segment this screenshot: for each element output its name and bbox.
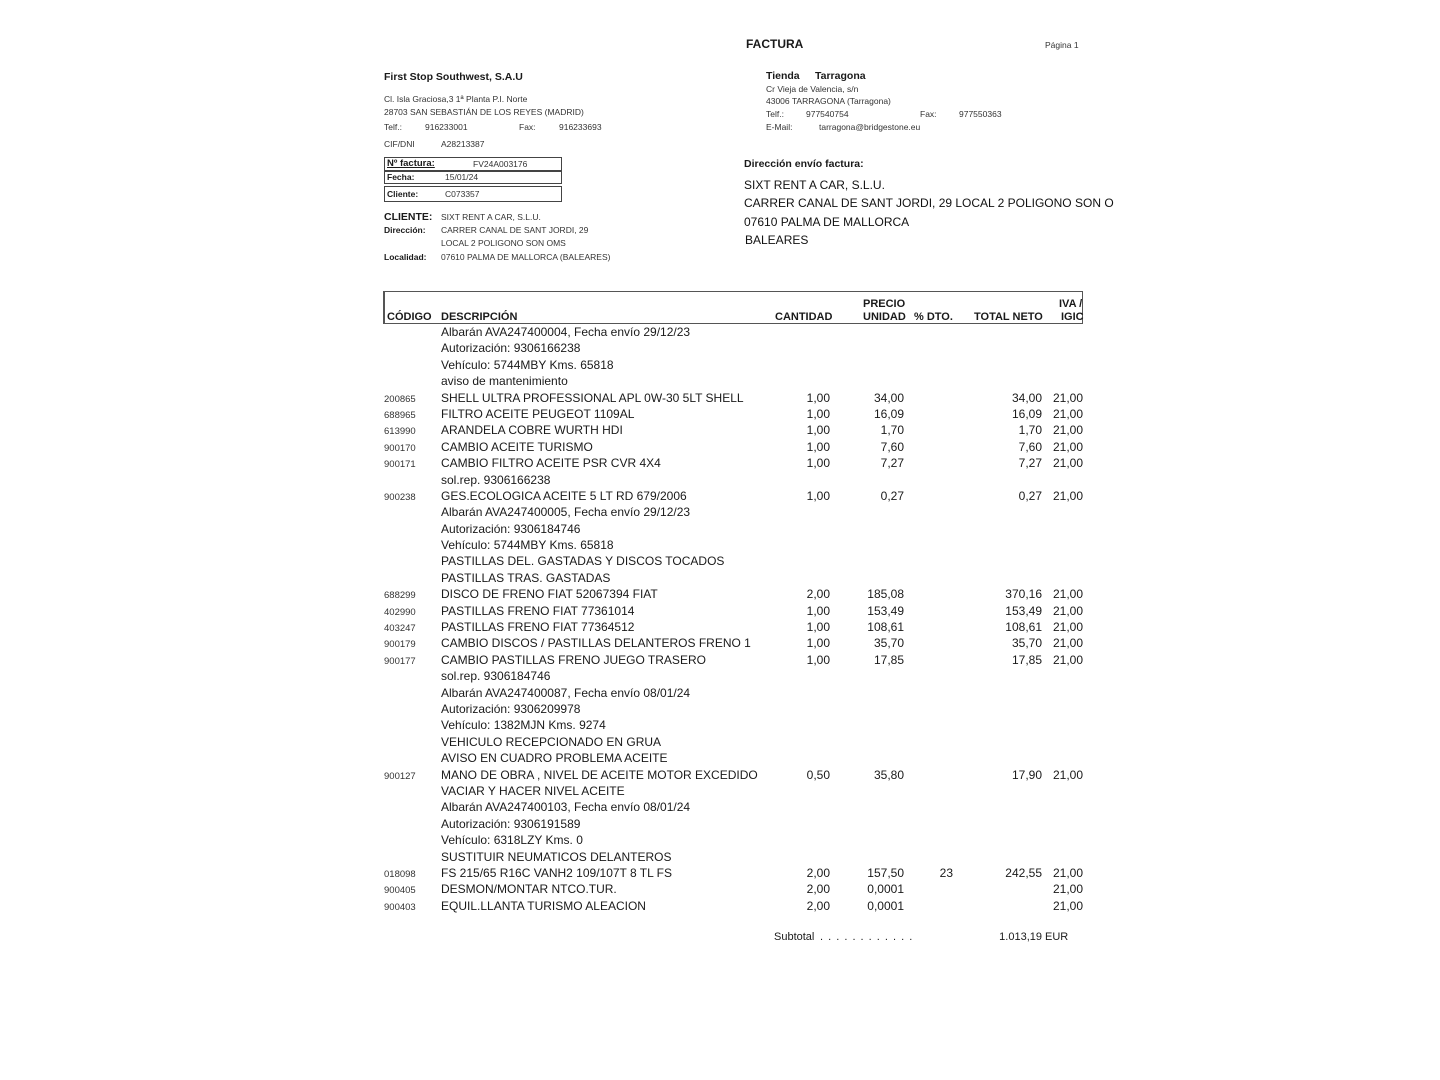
line-vat: 21,00 (1052, 488, 1083, 503)
table-row (0, 784, 1440, 800)
table-row (0, 358, 1440, 374)
line-description: Autorización: 9306191589 (441, 816, 581, 831)
line-description: PASTILLAS TRAS. GASTADAS (441, 570, 611, 585)
line-unit-price: 7,60 (880, 439, 904, 454)
table-row (0, 899, 1440, 915)
line-description: EQUIL.LLANTA TURISMO ALEACION (441, 898, 646, 913)
line-quantity: 1,00 (806, 636, 830, 651)
subtotal-currency: EUR (1045, 931, 1069, 943)
line-quantity: 1,00 (806, 390, 830, 405)
store-fax-label: Fax: (920, 109, 937, 119)
table-row (0, 341, 1440, 357)
table-row (0, 768, 1440, 784)
line-description: VACIAR Y HACER NIVEL ACEITE (441, 783, 625, 798)
shipping-line-2: CARRER CANAL DE SANT JORDI, 29 LOCAL 2 POLIGONO SON O (744, 196, 1114, 210)
line-vat: 21,00 (1052, 652, 1083, 667)
table-row (0, 489, 1440, 505)
line-vat: 21,00 (1052, 767, 1083, 782)
line-net-total: 0,27 (1018, 488, 1042, 503)
line-unit-price: 0,27 (880, 488, 904, 503)
line-vat: 21,00 (1052, 865, 1083, 880)
line-quantity: 0,50 (806, 767, 830, 782)
line-net-total: 16,09 (1011, 406, 1042, 421)
issuer-fax-label: Fax: (519, 122, 536, 132)
shipping-line-3: 07610 PALMA DE MALLORCA (744, 215, 910, 229)
line-description: PASTILLAS FRENO FIAT 77364512 (441, 620, 635, 635)
line-quantity: 2,00 (806, 898, 830, 913)
line-quantity: 1,00 (806, 603, 830, 618)
line-code: 018098 (384, 868, 416, 880)
issuer-name: First Stop Southwest, S.A.U (384, 71, 523, 83)
table-row (0, 407, 1440, 423)
document-title: FACTURA (746, 37, 804, 51)
client-locality-label: Localidad: (384, 252, 427, 262)
line-description: sol.rep. 9306166238 (441, 472, 551, 487)
line-description: Vehículo: 5744MBY Kms. 65818 (441, 357, 614, 372)
table-header (383, 291, 1083, 324)
store-fax: 977550363 (959, 109, 1002, 119)
line-quantity: 1,00 (806, 488, 830, 503)
invoice-client-code: C073357 (445, 189, 480, 199)
table-row (0, 538, 1440, 554)
table-row (0, 473, 1440, 489)
line-unit-price: 35,80 (873, 767, 904, 782)
table-row (0, 735, 1440, 751)
line-unit-price: 17,85 (873, 652, 904, 667)
table-row (0, 391, 1440, 407)
line-description: SUSTITUIR NEUMATICOS DELANTEROS (441, 849, 672, 864)
shipping-line-1: SIXT RENT A CAR, S.L.U. (744, 178, 885, 192)
line-vat: 21,00 (1052, 456, 1083, 471)
line-code: 900127 (384, 770, 416, 782)
line-vat: 21,00 (1052, 603, 1083, 618)
header-iva-bottom: IGIC (1061, 311, 1084, 323)
table-row (0, 456, 1440, 472)
table-row (0, 636, 1440, 652)
table-row (0, 620, 1440, 636)
line-vat: 21,00 (1052, 636, 1083, 651)
table-row (0, 882, 1440, 898)
table-row (0, 669, 1440, 685)
line-quantity: 2,00 (806, 882, 830, 897)
line-discount: 23 (939, 865, 953, 880)
line-description: Autorización: 9306184746 (441, 521, 581, 536)
line-unit-price: 0,0001 (867, 898, 904, 913)
store-email-label: E-Mail: (766, 122, 793, 132)
line-description: Vehículo: 5744MBY Kms. 65818 (441, 538, 614, 553)
subtotal-dots: . . . . . . . . . . . . (820, 931, 914, 943)
line-description: PASTILLAS DEL. GASTADAS Y DISCOS TOCADOS (441, 554, 725, 569)
issuer-cif-label: CIF/DNI (384, 139, 415, 149)
line-quantity: 1,00 (806, 439, 830, 454)
line-vat: 21,00 (1052, 882, 1083, 897)
line-unit-price: 185,08 (867, 587, 904, 602)
line-unit-price: 35,70 (873, 636, 904, 651)
line-description: Autorización: 9306209978 (441, 701, 581, 716)
line-unit-price: 1,70 (880, 423, 904, 438)
line-quantity: 1,00 (806, 406, 830, 421)
invoice-number-box (384, 157, 562, 171)
line-description: Albarán AVA247400004, Fecha envío 29/12/23 (441, 325, 691, 339)
line-description: CAMBIO DISCOS / PASTILLAS DELANTEROS FRENO 1 (441, 636, 751, 651)
client-locality: 07610 PALMA DE MALLORCA (BALEARES) (441, 252, 611, 262)
line-description: VEHICULO RECEPCIONADO EN GRUA (441, 734, 662, 749)
line-description: aviso de mantenimiento (441, 374, 568, 389)
line-description: Albarán AVA247400087, Fecha envío 08/01/24 (441, 685, 691, 700)
table-row (0, 505, 1440, 521)
table-row (0, 440, 1440, 456)
header-iva-top: IVA / (1059, 298, 1083, 310)
line-code: 402990 (384, 606, 416, 618)
line-code: 900238 (384, 491, 416, 503)
invoice-date-label: Fecha: (387, 172, 415, 182)
header-code: CÓDIGO (387, 311, 432, 323)
shipping-title: Dirección envío factura: (744, 158, 864, 170)
line-description: SHELL ULTRA PROFESSIONAL APL 0W-30 5LT SHELL (441, 390, 744, 405)
line-quantity: 1,00 (806, 456, 830, 471)
store-label: Tienda (766, 70, 800, 82)
header-description: DESCRIPCIÓN (441, 311, 518, 323)
client-address-2: LOCAL 2 POLIGONO SON OMS (441, 238, 566, 248)
line-code: 688965 (384, 409, 416, 421)
line-unit-price: 0,0001 (867, 882, 904, 897)
line-vat: 21,00 (1052, 390, 1083, 405)
table-row (0, 850, 1440, 866)
line-net-total: 370,16 (1005, 587, 1042, 602)
line-description: PASTILLAS FRENO FIAT 77361014 (441, 603, 635, 618)
table-row (0, 686, 1440, 702)
line-net-total: 7,27 (1018, 456, 1042, 471)
table-row (0, 800, 1440, 816)
table-row (0, 702, 1440, 718)
line-description: Vehículo: 6318LZY Kms. 0 (441, 833, 583, 848)
line-quantity: 2,00 (806, 865, 830, 880)
table-row (0, 554, 1440, 570)
line-unit-price: 153,49 (867, 603, 904, 618)
subtotal-label: Subtotal (774, 931, 815, 943)
table-row (0, 833, 1440, 849)
line-description: DISCO DE FRENO FIAT 52067394 FIAT (441, 587, 658, 602)
table-row (0, 423, 1440, 439)
line-code: 613990 (384, 426, 416, 438)
line-code: 900171 (384, 459, 416, 471)
store-tel: 977540754 (806, 109, 849, 119)
line-unit-price: 157,50 (867, 865, 904, 880)
line-vat: 21,00 (1052, 620, 1083, 635)
invoice-client-box (384, 186, 562, 202)
line-quantity: 1,00 (806, 423, 830, 438)
line-unit-price: 108,61 (867, 620, 904, 635)
table-row (0, 325, 1440, 341)
line-vat: 21,00 (1052, 406, 1083, 421)
header-price-bottom: UNIDAD (863, 311, 906, 323)
line-description: FS 215/65 R16C VANH2 109/107T 8 TL FS (441, 865, 673, 880)
line-description: CAMBIO PASTILLAS FRENO JUEGO TRASERO (441, 652, 706, 667)
store-tel-label: Telf.: (766, 109, 784, 119)
subtotal-value: 1.013,19 (999, 931, 1042, 943)
issuer-cif: A28213387 (441, 139, 485, 149)
line-vat: 21,00 (1052, 423, 1083, 438)
client-address-label: Dirección: (384, 225, 426, 235)
line-description: Autorización: 9306166238 (441, 341, 581, 356)
header-discount: % DTO. (914, 311, 953, 323)
line-net-total: 242,55 (1005, 865, 1042, 880)
table-row (0, 653, 1440, 669)
table-row (0, 587, 1440, 603)
invoice-number: FV24A003176 (473, 159, 528, 169)
table-row (0, 866, 1440, 882)
line-unit-price: 16,09 (873, 406, 904, 421)
line-code: 688299 (384, 590, 416, 602)
line-net-total: 35,70 (1011, 636, 1042, 651)
line-description: DESMON/MONTAR NTCO.TUR. (441, 882, 617, 897)
line-net-total: 153,49 (1005, 603, 1042, 618)
line-description: Albarán AVA247400005, Fecha envío 29/12/23 (441, 505, 691, 520)
line-code: 900177 (384, 655, 416, 667)
store-name: Tarragona (815, 70, 866, 82)
client-name: SIXT RENT A CAR, S.L.U. (441, 212, 541, 222)
line-net-total: 34,00 (1011, 390, 1042, 405)
line-code: 900403 (384, 901, 416, 913)
line-vat: 21,00 (1052, 587, 1083, 602)
invoice-date: 15/01/24 (445, 172, 479, 182)
table-row (0, 751, 1440, 767)
page-number: Página 1 (1045, 40, 1079, 50)
invoice-date-box (384, 171, 562, 184)
issuer-fax: 916233693 (559, 122, 602, 132)
line-quantity: 2,00 (806, 587, 830, 602)
line-description: sol.rep. 9306184746 (441, 669, 551, 684)
issuer-address-2: 28703 SAN SEBASTIÁN DE LOS REYES (MADRID) (384, 107, 584, 117)
line-net-total: 17,90 (1011, 767, 1042, 782)
line-code: 403247 (384, 623, 416, 635)
line-code: 900179 (384, 639, 416, 651)
header-total: TOTAL NETO (974, 311, 1043, 323)
line-code: 900170 (384, 442, 416, 454)
line-code: 900405 (384, 885, 416, 897)
issuer-tel: 916233001 (425, 122, 468, 132)
issuer-address-1: Cl. Isla Graciosa,3 1ª Planta P.I. Norte (384, 94, 528, 104)
table-row (0, 604, 1440, 620)
table-row (0, 718, 1440, 734)
table-row (0, 374, 1440, 390)
line-net-total: 17,85 (1011, 652, 1042, 667)
line-unit-price: 34,00 (873, 390, 904, 405)
line-net-total: 108,61 (1005, 620, 1042, 635)
table-row (0, 522, 1440, 538)
invoice-number-label: Nº factura: (387, 158, 435, 169)
table-row (0, 571, 1440, 587)
line-description: Albarán AVA247400103, Fecha envío 08/01/24 (441, 800, 691, 815)
issuer-tel-label: Telf.: (384, 122, 402, 132)
line-net-total: 7,60 (1018, 439, 1042, 454)
line-description: MANO DE OBRA , NIVEL DE ACEITE MOTOR EXCEDIDO (441, 767, 758, 782)
store-address-1: Cr Vieja de Valencia, s/n (766, 84, 859, 94)
store-email: tarragona@bridgestone.eu (819, 122, 921, 132)
line-description: GES.ECOLOGICA ACEITE 5 LT RD 679/2006 (441, 488, 687, 503)
line-quantity: 1,00 (806, 620, 830, 635)
shipping-line-4: BALEARES (745, 233, 809, 247)
line-code: 200865 (384, 393, 416, 405)
line-description: ARANDELA COBRE WURTH HDI (441, 423, 623, 438)
line-description: FILTRO ACEITE PEUGEOT 1109AL (441, 406, 635, 421)
line-description: AVISO EN CUADRO PROBLEMA ACEITE (441, 751, 668, 766)
header-price-top: PRECIO (863, 298, 906, 310)
client-address-1: CARRER CANAL DE SANT JORDI, 29 (441, 225, 589, 235)
line-vat: 21,00 (1052, 439, 1083, 454)
line-quantity: 1,00 (806, 652, 830, 667)
line-vat: 21,00 (1052, 898, 1083, 913)
table-row (0, 817, 1440, 833)
invoice-lines (0, 325, 1440, 915)
store-address-2: 43006 TARRAGONA (Tarragona) (766, 96, 891, 106)
invoice-client-label: Cliente: (387, 189, 419, 199)
line-description: CAMBIO FILTRO ACEITE PSR CVR 4X4 (441, 456, 661, 471)
line-description: Vehículo: 1382MJN Kms. 9274 (441, 718, 606, 733)
header-quantity: CANTIDAD (775, 311, 833, 323)
line-net-total: 1,70 (1018, 423, 1042, 438)
client-label: CLIENTE: (384, 211, 433, 223)
line-description: CAMBIO ACEITE TURISMO (441, 439, 593, 454)
line-unit-price: 7,27 (880, 456, 904, 471)
